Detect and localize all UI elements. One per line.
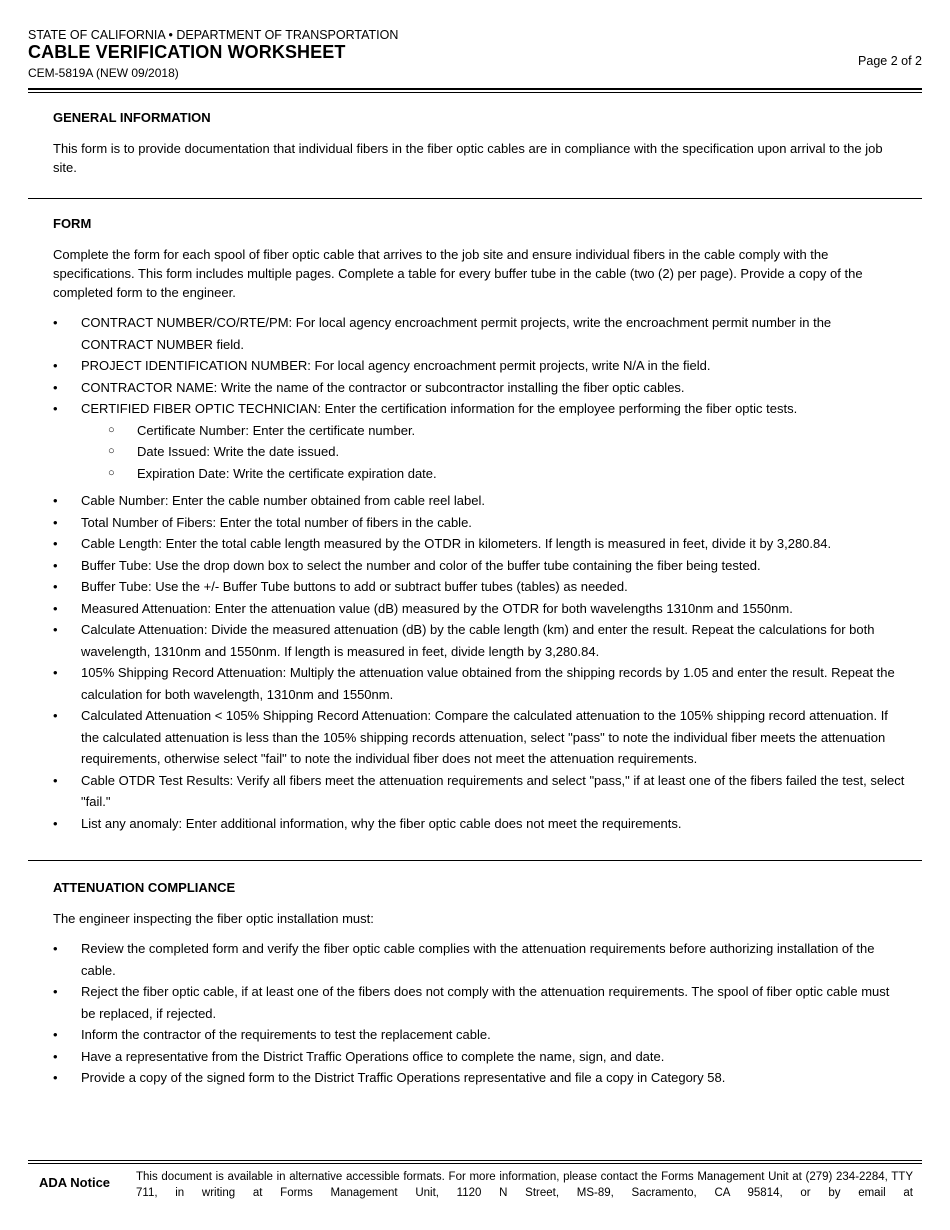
agency-line: STATE OF CALIFORNIA • DEPARTMENT OF TRANSPORTATION: [28, 28, 399, 42]
footer-divider: [28, 1160, 922, 1161]
list-item: • Calculated Attenuation < 105% Shipping Record Attenuation: Compare the calculated attenuation to the 105% shipping record attenuation. If the calculated attenuation is less than the 105% shipping records attenuation, select "pass" to note the individual fiber meets the attenuation requirements, otherwise select "fail" to note the individual fiber does not meet the attenuation requirements.: [53, 705, 905, 770]
list-item: • Provide a copy of the signed form to the District Traffic Operations representative and file a copy in Category 58.: [53, 1067, 905, 1089]
header-divider-thin: [28, 92, 922, 93]
list-item: • Review the completed form and verify the fiber optic cable complies with the attenuation requirements before authorizing installation of the cable.: [53, 938, 905, 981]
list-item: • Calculate Attenuation: Divide the measured attenuation (dB) by the cable length (km) and enter the result. Repeat the calculations for both wavelength, 1310nm and 1550nm. If length is measured in feet, divide length by 3,280.84.: [53, 619, 905, 662]
general-information-section: [53, 108, 905, 177]
list-item: • Cable Number: Enter the cable number obtained from cable reel label.: [53, 490, 905, 512]
compliance-bullets: [53, 938, 905, 1089]
form-bullets-a: [53, 312, 905, 420]
list-item: • CERTIFIED FIBER OPTIC TECHNICIAN: Enter the certification information for the employee performing the fiber optic tests.: [53, 398, 905, 420]
list-item: • Cable Length: Enter the total cable length measured by the OTDR in kilometers. If length is measured in feet, divide it by 3,280.84.: [53, 533, 905, 555]
footer-divider-thin: [28, 1163, 922, 1164]
section-divider: [28, 860, 922, 861]
section-divider: [28, 198, 922, 199]
attenuation-compliance-section: [53, 878, 905, 1089]
form-number: CEM-5819A (NEW 09/2018): [28, 66, 179, 80]
header-divider: [28, 88, 922, 90]
compliance-intro: The engineer inspecting the fiber optic installation must:: [53, 911, 374, 926]
list-item: • CONTRACT NUMBER/CO/RTE/PM: For local agency encroachment permit projects, write the encroachment permit number in the CONTRACT NUMBER field.: [53, 312, 905, 355]
sub-list-item: ○ Certificate Number: Enter the certificate number.: [53, 420, 905, 442]
section-title: ATTENUATION COMPLIANCE: [53, 880, 236, 895]
form-section: [53, 214, 905, 834]
list-item: • List any anomaly: Enter additional information, why the fiber optic cable does not meet the requirements.: [53, 813, 905, 835]
sub-list-item: ○ Date Issued: Write the date issued.: [53, 441, 905, 463]
list-item: • CONTRACTOR NAME: Write the name of the contractor or subcontractor installing the fiber optic cables.: [53, 377, 905, 399]
page-title: CABLE VERIFICATION WORKSHEET: [28, 42, 346, 62]
list-item: • Inform the contractor of the requirements to test the replacement cable.: [53, 1024, 905, 1046]
sub-list-item: ○ Expiration Date: Write the certificate expiration date.: [53, 463, 905, 485]
list-item: • Cable OTDR Test Results: Verify all fibers meet the attenuation requirements and select "pass," if at least one of the fibers failed the test, select "fail.": [53, 770, 905, 813]
form-intro: Complete the form for each spool of fiber optic cable that arrives to the job site and ensure individual fibers in the cable comply with the specifications. This form includes multiple pages. Complete a table for every buffer tube in the cable (two (2) per page). Provide a copy of the completed form to the engineer.: [53, 247, 863, 300]
certification-sub-list: [53, 420, 905, 485]
page-number: Page 2 of 2: [858, 54, 922, 68]
section-title: GENERAL INFORMATION: [53, 110, 211, 125]
list-item: • Reject the fiber optic cable, if at least one of the fibers does not comply with the attenuation requirements. The spool of fiber optic cable must be replaced, if rejected.: [53, 981, 905, 1024]
ada-notice-label: ADA Notice: [39, 1175, 111, 1190]
form-bullets-b: [53, 490, 905, 834]
ada-notice-text: This document is available in alternative accessible formats. For more information, please contact the Forms Management Unit at (279) 234-2284, TTY 711, in writing at Forms Management Unit, 1120 N Street, MS-89, Sacramento, CA 95814, or by email at: [136, 1171, 913, 1199]
list-item: • Measured Attenuation: Enter the attenuation value (dB) measured by the OTDR for both wavelengths 1310nm and 1550nm.: [53, 598, 905, 620]
list-item: • PROJECT IDENTIFICATION NUMBER: For local agency encroachment permit projects, write N/A in the field.: [53, 355, 905, 377]
section-title: FORM: [53, 216, 92, 231]
list-item: • Buffer Tube: Use the +/- Buffer Tube buttons to add or subtract buffer tubes (tables) as needed.: [53, 576, 905, 598]
list-item: • Total Number of Fibers: Enter the total number of fibers in the cable.: [53, 512, 905, 534]
list-item: • 105% Shipping Record Attenuation: Multiply the attenuation value obtained from the shipping records by 1.05 and enter the result. Repeat the calculation for both wavelength, 1310nm and 1550nm.: [53, 662, 905, 705]
list-item: • Have a representative from the District Traffic Operations office to complete the name, sign, and date.: [53, 1046, 905, 1068]
list-item: • Buffer Tube: Use the drop down box to select the number and color of the buffer tube containing the fiber being tested.: [53, 555, 905, 577]
general-text: This form is to provide documentation that individual fibers in the fiber optic cables are in compliance with the specification upon arrival to the job site.: [53, 141, 883, 175]
form-header: [28, 26, 922, 82]
